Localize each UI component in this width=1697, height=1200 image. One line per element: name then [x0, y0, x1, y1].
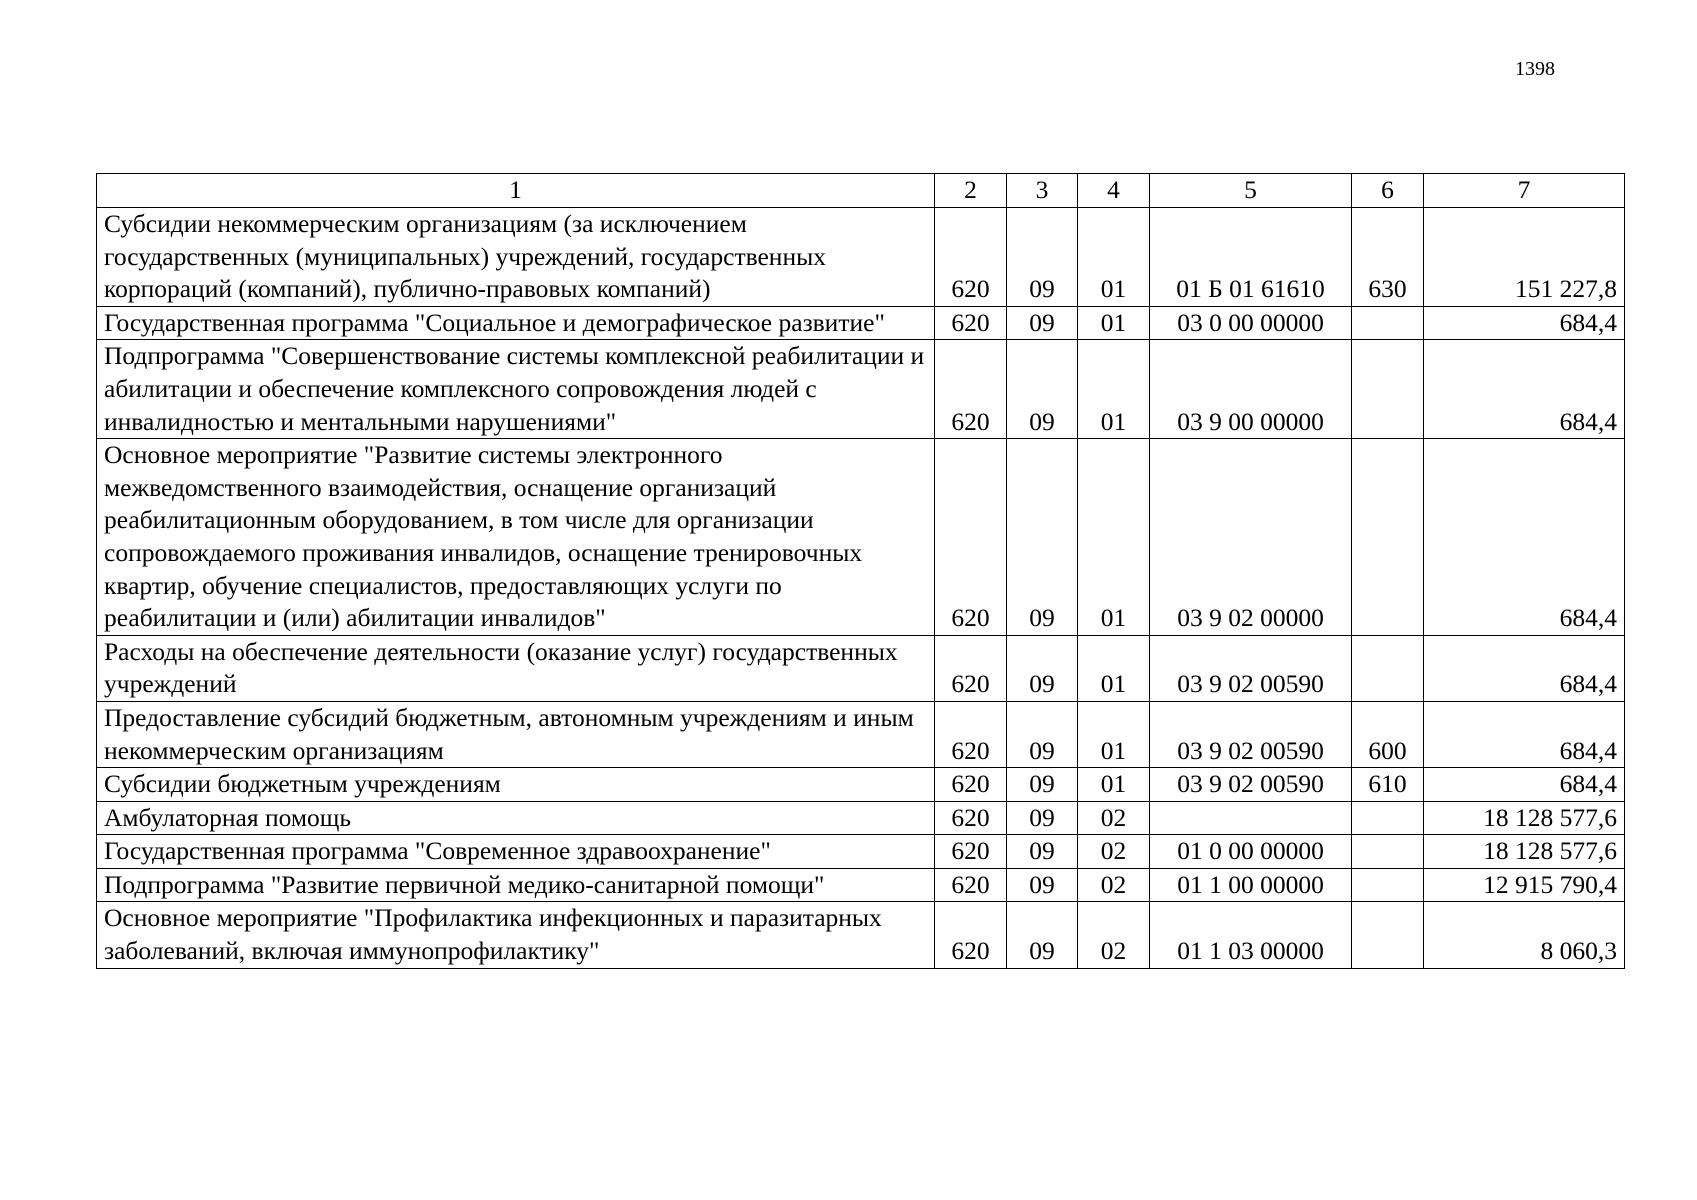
subsection-cell: 01	[1078, 340, 1150, 439]
grbs-cell: 620	[935, 801, 1007, 835]
grbs-cell: 620	[935, 208, 1007, 307]
grbs-cell: 620	[935, 701, 1007, 767]
row-name-cell: Государственная программа "Современное здравоохранение"	[97, 835, 935, 869]
grbs-cell: 620	[935, 902, 1007, 968]
subsection-cell: 01	[1078, 635, 1150, 701]
column-header: 4	[1078, 174, 1150, 208]
target-article-cell: 01 1 03 00000	[1150, 902, 1352, 968]
target-article-cell: 01 Б 01 61610	[1150, 208, 1352, 307]
target-article-cell: 03 9 02 00590	[1150, 701, 1352, 767]
section-cell: 09	[1007, 801, 1078, 835]
expense-type-cell	[1352, 306, 1424, 340]
column-header: 3	[1007, 174, 1078, 208]
expense-type-cell	[1352, 801, 1424, 835]
row-name-cell: Субсидии некоммерческим организациям (за исключением государственных (муниципальных) учреждений, государственных корпораций (компаний), публично-правовых компаний)	[97, 208, 935, 307]
budget-table	[96, 173, 1625, 969]
grbs-cell: 620	[935, 768, 1007, 802]
amount-cell: 684,4	[1424, 439, 1625, 636]
table-row	[97, 835, 1625, 869]
grbs-cell: 620	[935, 306, 1007, 340]
row-name-cell: Субсидии бюджетным учреждениям	[97, 768, 935, 802]
row-name-cell: Основное мероприятие "Профилактика инфекционных и паразитарных заболеваний, включая иммунопрофилактику"	[97, 902, 935, 968]
column-header: 7	[1424, 174, 1625, 208]
amount-cell: 684,4	[1424, 306, 1625, 340]
table-row	[97, 635, 1625, 701]
table-row	[97, 768, 1625, 802]
grbs-cell: 620	[935, 439, 1007, 636]
subsection-cell: 02	[1078, 902, 1150, 968]
row-name-cell: Расходы на обеспечение деятельности (оказание услуг) государственных учреждений	[97, 635, 935, 701]
table-row	[97, 439, 1625, 636]
header-row	[97, 174, 1625, 208]
amount-cell: 684,4	[1424, 635, 1625, 701]
section-cell: 09	[1007, 868, 1078, 902]
amount-cell: 12 915 790,4	[1424, 868, 1625, 902]
table-row	[97, 868, 1625, 902]
target-article-cell: 01 0 00 00000	[1150, 835, 1352, 869]
grbs-cell: 620	[935, 868, 1007, 902]
subsection-cell: 01	[1078, 768, 1150, 802]
row-name-cell: Основное мероприятие "Развитие системы электронного межведомственного взаимодействия, оснащение организаций реабилитационным оборудованием, в том числе для организации сопровождаемого проживания инвалидов, оснащение тренировочных квартир, обучение специалистов, предоставляющих услуги по реабилитации и (или) абилитации инвалидов"	[97, 439, 935, 636]
amount-cell: 684,4	[1424, 768, 1625, 802]
amount-cell: 151 227,8	[1424, 208, 1625, 307]
row-name-cell: Предоставление субсидий бюджетным, автономным учреждениям и иным некоммерческим организациям	[97, 701, 935, 767]
column-header: 6	[1352, 174, 1424, 208]
section-cell: 09	[1007, 835, 1078, 869]
subsection-cell: 02	[1078, 868, 1150, 902]
expense-type-cell	[1352, 835, 1424, 869]
table-row	[97, 306, 1625, 340]
target-article-cell: 03 9 02 00590	[1150, 768, 1352, 802]
expense-type-cell	[1352, 635, 1424, 701]
table-body	[97, 208, 1625, 969]
column-header: 2	[935, 174, 1007, 208]
amount-cell: 8 060,3	[1424, 902, 1625, 968]
target-article-cell: 03 9 00 00000	[1150, 340, 1352, 439]
expense-type-cell	[1352, 902, 1424, 968]
column-header: 1	[97, 174, 935, 208]
subsection-cell: 02	[1078, 801, 1150, 835]
row-name-cell: Амбулаторная помощь	[97, 801, 935, 835]
expense-type-cell: 600	[1352, 701, 1424, 767]
section-cell: 09	[1007, 902, 1078, 968]
expense-type-cell	[1352, 439, 1424, 636]
expense-type-cell: 630	[1352, 208, 1424, 307]
subsection-cell: 02	[1078, 835, 1150, 869]
subsection-cell: 01	[1078, 306, 1150, 340]
table-row	[97, 902, 1625, 968]
grbs-cell: 620	[935, 340, 1007, 439]
table-row	[97, 208, 1625, 307]
section-cell: 09	[1007, 306, 1078, 340]
amount-cell: 18 128 577,6	[1424, 835, 1625, 869]
column-header: 5	[1150, 174, 1352, 208]
expense-type-cell	[1352, 868, 1424, 902]
expense-type-cell	[1352, 340, 1424, 439]
section-cell: 09	[1007, 701, 1078, 767]
target-article-cell	[1150, 801, 1352, 835]
page-number: 1398	[1515, 58, 1555, 80]
subsection-cell: 01	[1078, 701, 1150, 767]
section-cell: 09	[1007, 635, 1078, 701]
subsection-cell: 01	[1078, 208, 1150, 307]
target-article-cell: 03 9 02 00590	[1150, 635, 1352, 701]
subsection-cell: 01	[1078, 439, 1150, 636]
amount-cell: 684,4	[1424, 340, 1625, 439]
table-row	[97, 701, 1625, 767]
grbs-cell: 620	[935, 835, 1007, 869]
expense-type-cell: 610	[1352, 768, 1424, 802]
amount-cell: 684,4	[1424, 701, 1625, 767]
target-article-cell: 03 9 02 00000	[1150, 439, 1352, 636]
section-cell: 09	[1007, 208, 1078, 307]
row-name-cell: Государственная программа "Социальное и демографическое развитие"	[97, 306, 935, 340]
row-name-cell: Подпрограмма "Развитие первичной медико-санитарной помощи"	[97, 868, 935, 902]
row-name-cell: Подпрограмма "Совершенствование системы комплексной реабилитации и абилитации и обеспечение комплексного сопровождения людей с инвалидностью и ментальными нарушениями"	[97, 340, 935, 439]
section-cell: 09	[1007, 340, 1078, 439]
grbs-cell: 620	[935, 635, 1007, 701]
amount-cell: 18 128 577,6	[1424, 801, 1625, 835]
section-cell: 09	[1007, 439, 1078, 636]
section-cell: 09	[1007, 768, 1078, 802]
table-row	[97, 801, 1625, 835]
table-row	[97, 340, 1625, 439]
target-article-cell: 03 0 00 00000	[1150, 306, 1352, 340]
target-article-cell: 01 1 00 00000	[1150, 868, 1352, 902]
